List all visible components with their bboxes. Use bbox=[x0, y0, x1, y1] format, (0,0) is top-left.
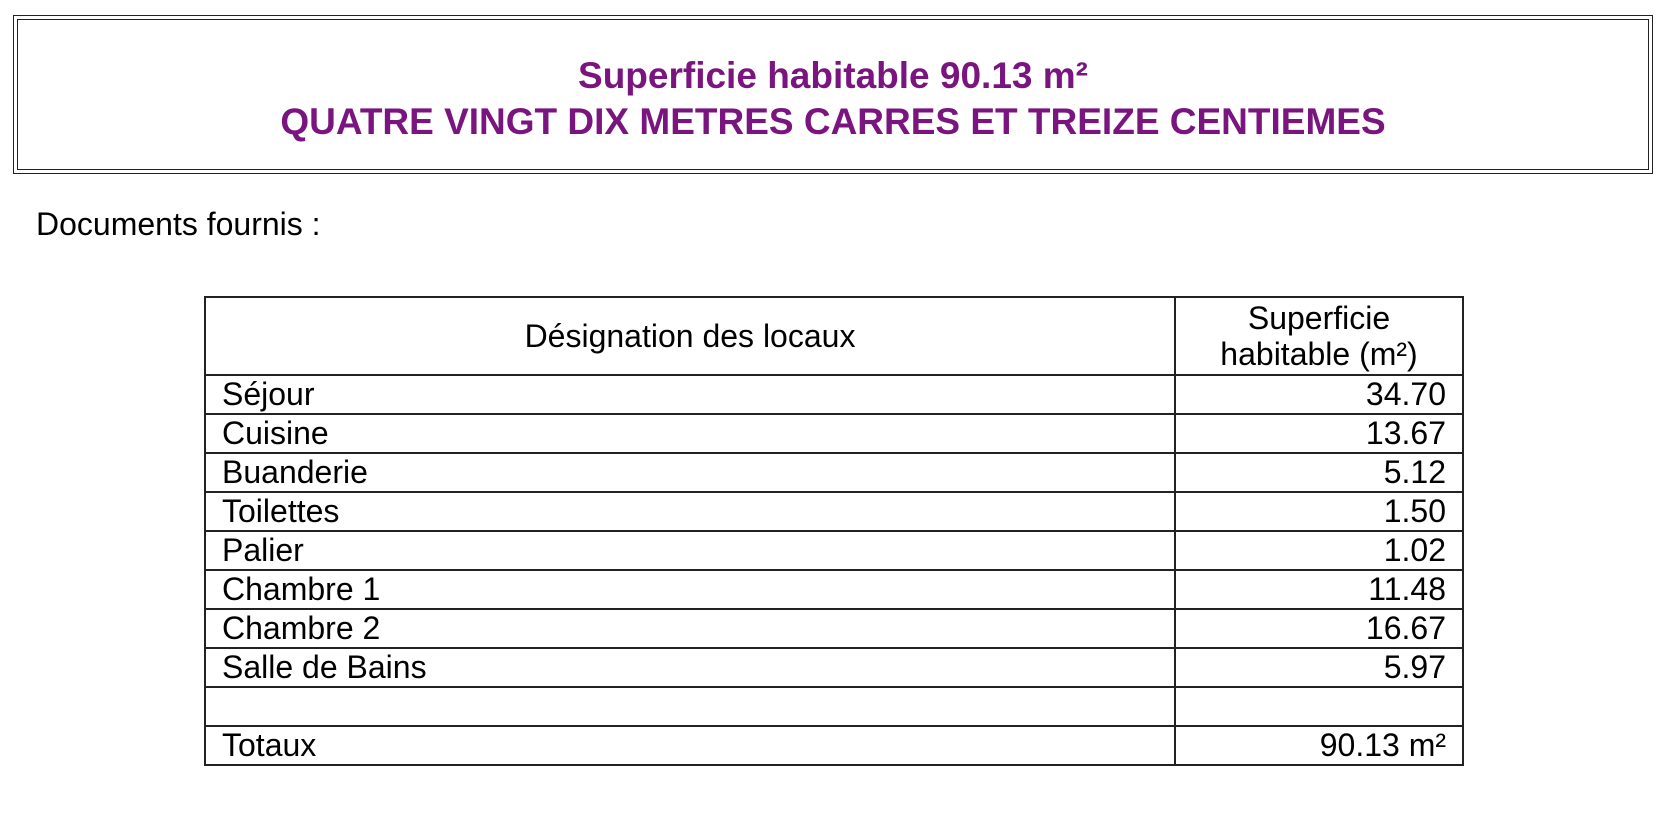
title-inner-frame bbox=[17, 19, 1649, 170]
room-name: Chambre 1 bbox=[205, 570, 1175, 609]
rooms-table-body bbox=[205, 375, 1463, 726]
table-row bbox=[205, 648, 1463, 687]
table-row bbox=[205, 414, 1463, 453]
title-box bbox=[13, 15, 1653, 174]
room-area: 34.70 bbox=[1175, 375, 1463, 414]
area-header: Superficie habitable (m²) bbox=[1175, 297, 1463, 375]
documents-label: Documents fournis : bbox=[36, 206, 321, 242]
table-header-row bbox=[205, 297, 1463, 375]
room-area bbox=[1175, 687, 1463, 726]
room-name: Séjour bbox=[205, 375, 1175, 414]
room-area: 11.48 bbox=[1175, 570, 1463, 609]
total-row bbox=[205, 726, 1463, 765]
designation-header: Désignation des locaux bbox=[205, 297, 1175, 375]
room-name: Chambre 2 bbox=[205, 609, 1175, 648]
room-name: Palier bbox=[205, 531, 1175, 570]
room-area: 1.50 bbox=[1175, 492, 1463, 531]
total-value: 90.13 m² bbox=[1175, 726, 1463, 765]
rooms-table bbox=[204, 296, 1464, 766]
surface-title-words: QUATRE VINGT DIX METRES CARRES ET TREIZE CENTIEMES bbox=[280, 100, 1386, 142]
table-row bbox=[205, 609, 1463, 648]
room-area: 13.67 bbox=[1175, 414, 1463, 453]
table-row bbox=[205, 453, 1463, 492]
room-name: Cuisine bbox=[205, 414, 1175, 453]
room-area: 16.67 bbox=[1175, 609, 1463, 648]
room-name: Buanderie bbox=[205, 453, 1175, 492]
room-area: 1.02 bbox=[1175, 531, 1463, 570]
room-name: Toilettes bbox=[205, 492, 1175, 531]
room-name bbox=[205, 687, 1175, 726]
table-row bbox=[205, 531, 1463, 570]
table-row bbox=[205, 492, 1463, 531]
table-row bbox=[205, 687, 1463, 726]
table-row bbox=[205, 375, 1463, 414]
room-area: 5.12 bbox=[1175, 453, 1463, 492]
room-name: Salle de Bains bbox=[205, 648, 1175, 687]
total-label: Totaux bbox=[205, 726, 1175, 765]
surface-title: Superficie habitable 90.13 m² bbox=[578, 54, 1088, 96]
table-row bbox=[205, 570, 1463, 609]
room-area: 5.97 bbox=[1175, 648, 1463, 687]
